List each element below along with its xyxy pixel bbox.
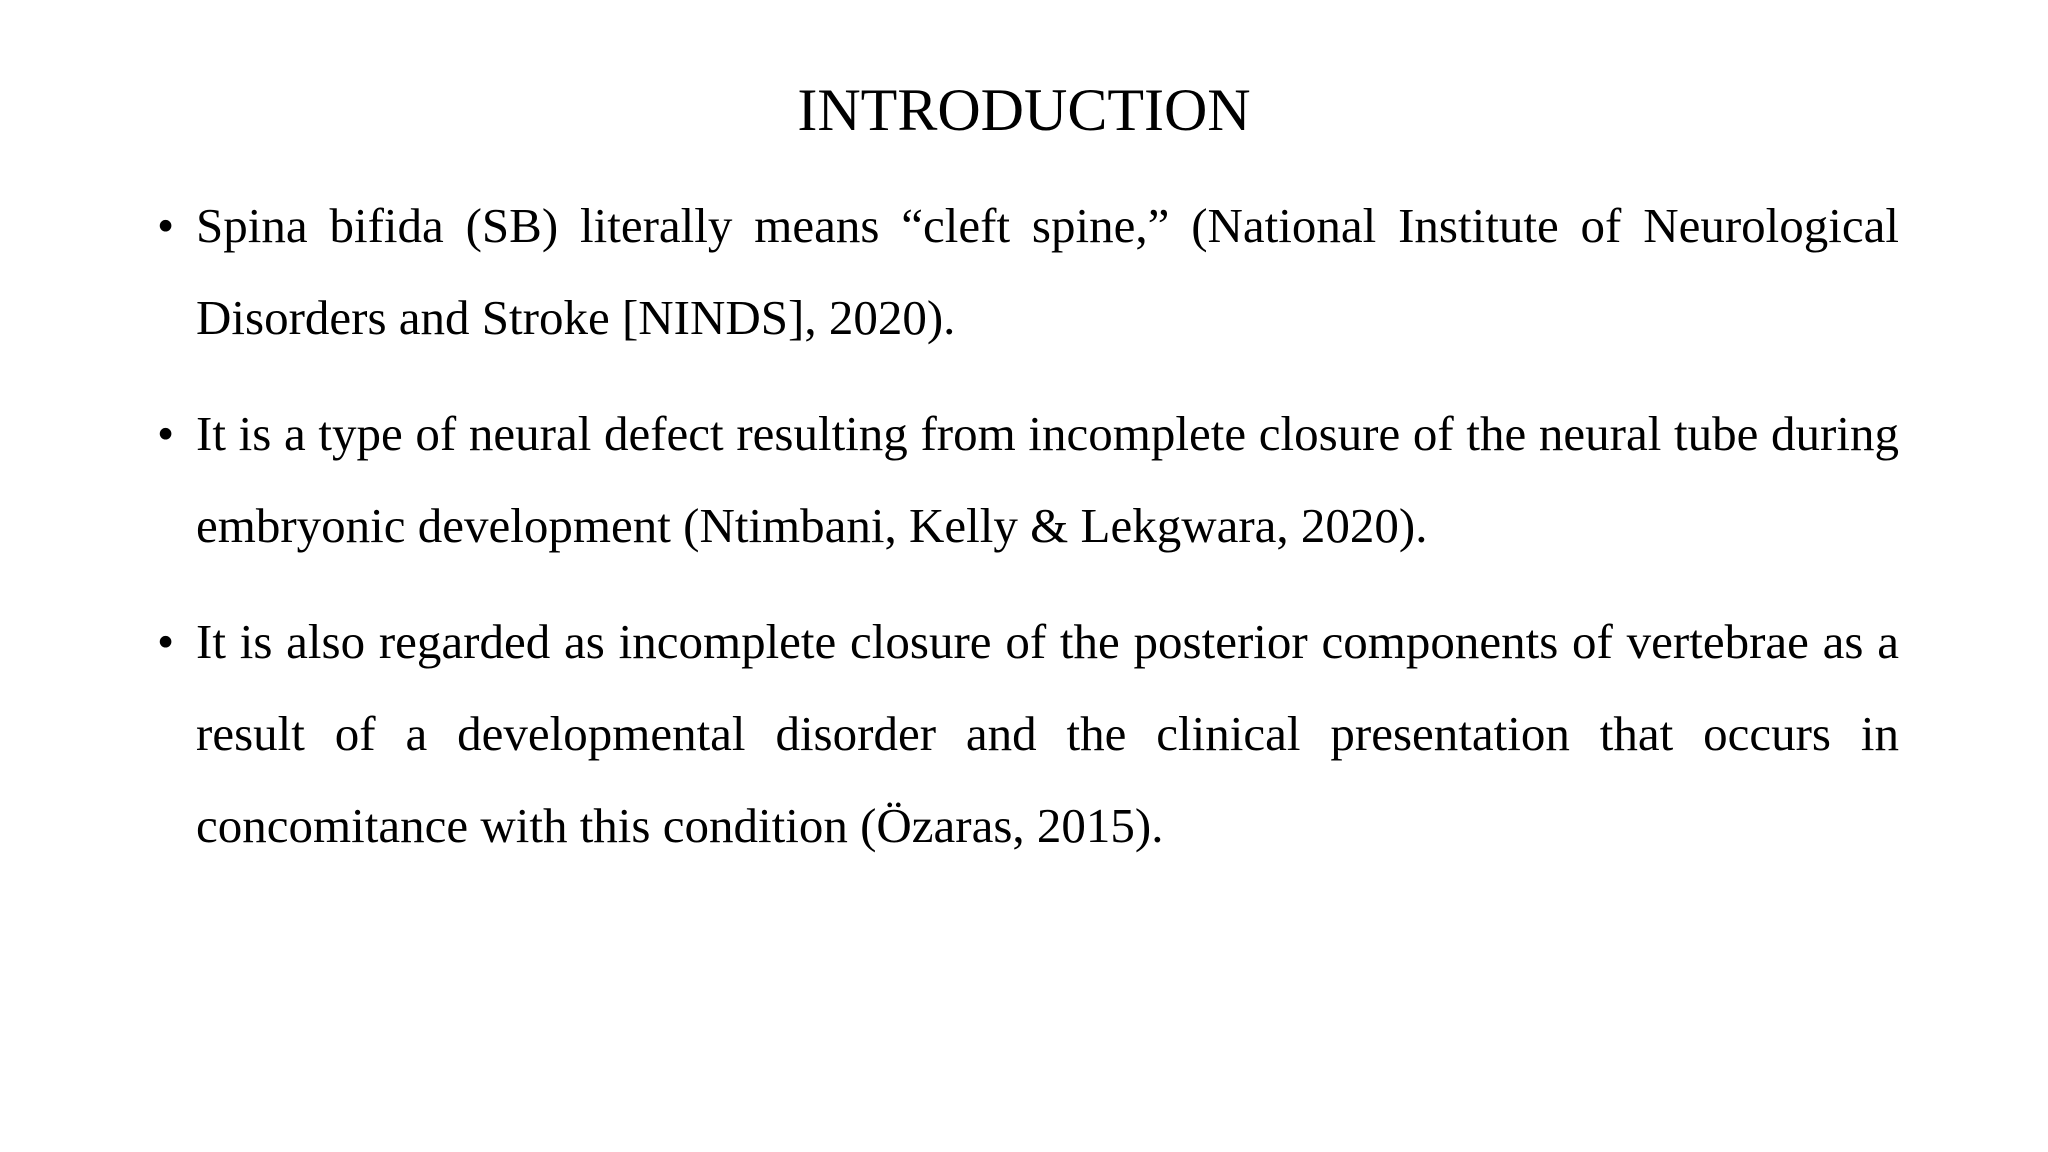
bullet-text: It is also regarded as incomplete closure of the posterior components of vertebrae as a result of a developmental disorder and the clinical presentation that occurs in concomitance with this condition (Özaras, 2015). bbox=[196, 614, 1899, 853]
bullet-marker: • bbox=[157, 198, 175, 253]
bullet-item bbox=[157, 596, 1899, 872]
bullet-marker: • bbox=[157, 614, 175, 669]
bullet-text: Spina bifida (SB) literally means “cleft spine,” (National Institute of Neurological Disorders and Stroke [NINDS], 2020). bbox=[196, 198, 1899, 345]
bullet-list bbox=[157, 180, 1899, 896]
bullet-text: It is a type of neural defect resulting from incomplete closure of the neural tube during embryonic development (Ntimbani, Kelly & Lekgwara, 2020). bbox=[196, 406, 1899, 553]
bullet-item bbox=[157, 180, 1899, 364]
slide-title: INTRODUCTION bbox=[797, 77, 1251, 143]
bullet-item bbox=[157, 388, 1899, 572]
bullet-marker: • bbox=[157, 406, 175, 461]
